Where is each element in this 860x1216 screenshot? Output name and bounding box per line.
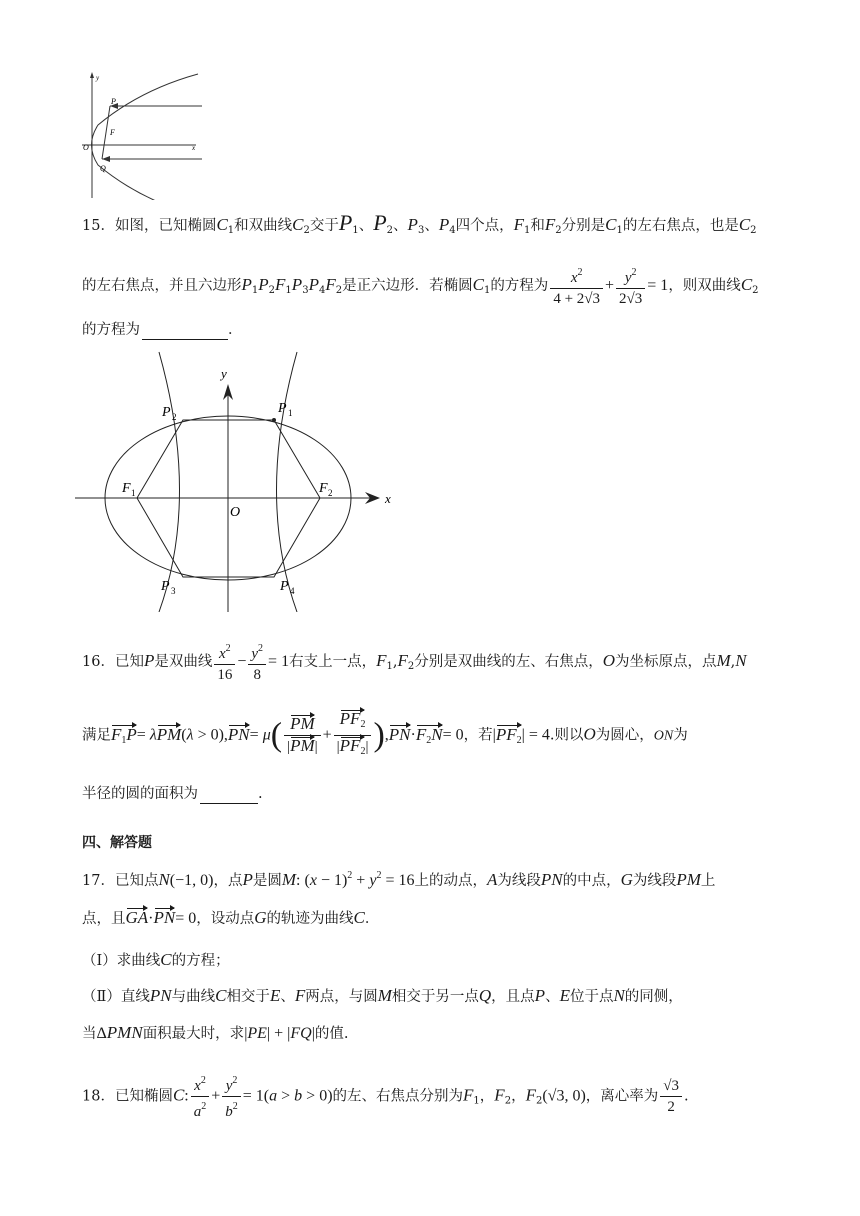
question-17-part-1: （Ⅰ）求曲线C的方程； xyxy=(82,950,230,969)
f1-label: F xyxy=(122,481,131,496)
question-16-line-3: 半径的圆的面积为 . xyxy=(82,786,263,802)
parabola-figure xyxy=(80,70,210,200)
y-axis-label: y xyxy=(96,74,100,82)
question-number: 17． xyxy=(82,873,115,889)
p3-label: P xyxy=(161,579,170,594)
question-17-line-2: 点，且GA·PN= 0，设动点G的轨迹为曲线C． xyxy=(82,908,380,927)
svg-text:1: 1 xyxy=(131,488,136,498)
answer-blank[interactable] xyxy=(142,323,228,340)
question-number: 18． xyxy=(82,1088,115,1105)
svg-text:4: 4 xyxy=(290,586,295,596)
question-16-line-1: 16．已知P是双曲线 $\frac{x^2}{16}$ − $\frac{y^2}{8}$ = 1右支上一点，$F_1,F_2$分别是双曲线的左、右焦点，O为坐标原点，点M,N xyxy=(82,640,747,684)
x-axis-label-visible: x xyxy=(385,491,391,506)
svg-text:1: 1 xyxy=(288,408,293,418)
question-17-part-2-cont: 当ΔPMN面积最大时，求|PE| + |FQ|的值. xyxy=(82,1023,349,1042)
p1-label: P xyxy=(278,401,287,416)
p4-label: P xyxy=(280,579,289,594)
question-15-line-3: 的方程为 ． xyxy=(82,322,243,338)
point-q-label: Q xyxy=(100,164,106,173)
origin-label: O xyxy=(230,505,241,520)
question-17-part-2: （Ⅱ）直线PN与曲线C相交于E、F两点，与圆M相交于另一点Q，且点P、E位于点N的同侧， xyxy=(82,986,683,1005)
origin-label: O xyxy=(83,143,89,152)
svg-text:3: 3 xyxy=(171,586,176,596)
section-title: 四、解答题 xyxy=(82,835,152,851)
x-axis-label: x xyxy=(192,144,196,152)
focus-f-label: F xyxy=(110,128,115,137)
svg-text:2: 2 xyxy=(172,412,177,422)
p2-label: P xyxy=(162,405,171,420)
question-15-line-2: 的左右焦点，并且六边形$P_1P_2F_1P_3P_4F_2$是正六边形．若椭圆$C_1$的方程为 $\frac{x^2}{4 + 2√3}$ + $\frac{y^2}{2√3}$ = 1，则双曲线$C_2$ xyxy=(82,264,759,308)
ellipse-fraction-y: $\frac{y^2}{2√3}$ xyxy=(616,264,645,308)
question-18-line-1: 18．已知椭圆C: $\frac{x^2}{a^2}$ + $\frac{y^2}{b^2}$ = 1(a > b > 0)的左、右焦点分别为$F_1$，$F_2$，$F_2(√3$, 0)，离心率为 $\frac{√3}{2}$ . xyxy=(82,1072,689,1121)
answer-blank[interactable] xyxy=(200,787,258,804)
question-15-line-1: 15．如图，已知椭圆$C_1$和双曲线$C_2$交于$P_1$、$P_2$、$P_3$、$P_4$四个点，$F_1$和$F_2$分别是$C_1$的左右焦点，也是$C_2$ xyxy=(82,210,757,236)
ellipse-fraction-x: $\frac{x^2}{4 + 2√3}$ xyxy=(550,264,603,308)
question-17-line-1: 17．已知点N(−1, 0)，点P是圆M: $(x - 1)^2 + y^2 = 16$上的动点，A为线段PN的中点，G为线段PM上 xyxy=(82,870,716,889)
point-p-label: P xyxy=(111,97,116,106)
question-16-line-2: 满足$F_1P= \lambda PM(\lambda > 0),PN= \mu$( $\frac{PM}{|PM|}$ + $\frac{PF_2}{|PF_2|}$ )$,PN\cdot F_2N= 0$，若$|PF_2| = 4$.则以O为圆心，ON为 xyxy=(82,710,688,761)
ellipse-hyperbola-figure xyxy=(75,350,395,612)
question-number: 16． xyxy=(82,654,115,670)
y-axis-label: y xyxy=(221,366,227,381)
question-number: 15． xyxy=(82,218,115,234)
svg-text:2: 2 xyxy=(328,488,333,498)
f2-label: F xyxy=(319,481,328,496)
